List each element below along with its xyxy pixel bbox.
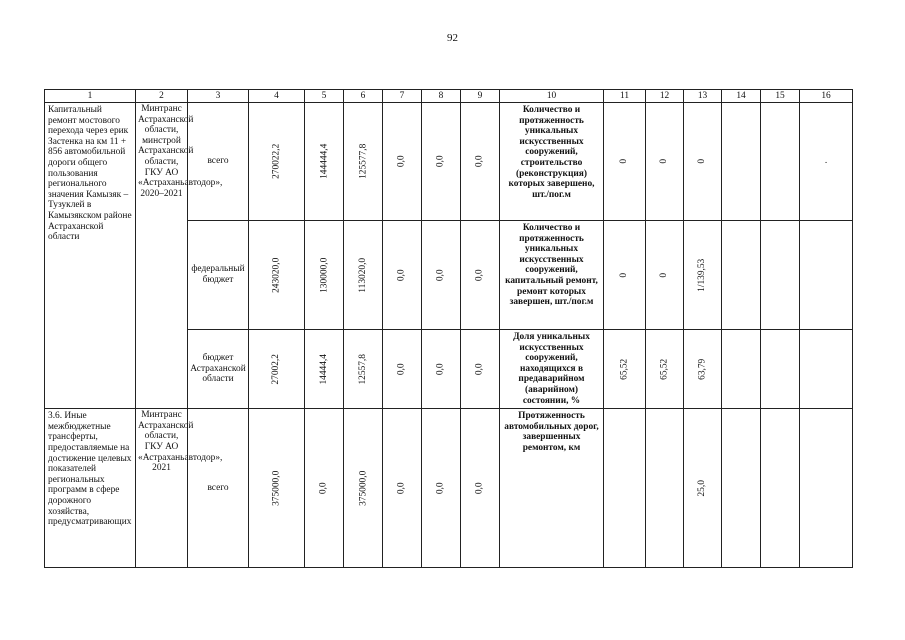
value-cell	[422, 103, 461, 221]
value-text: 0,0	[474, 363, 485, 375]
value-cell	[422, 409, 461, 568]
value-text: 0	[697, 159, 708, 164]
value-text: 65,52	[619, 358, 630, 380]
funding-source: всего	[188, 103, 249, 221]
value-cell	[761, 103, 800, 221]
value-cell	[800, 330, 853, 409]
value-text: 12557,8	[357, 353, 368, 385]
value-text: 65,52	[659, 358, 670, 380]
header-cell: 13	[684, 90, 722, 103]
value-text: 27002,2	[271, 353, 282, 385]
value-cell	[646, 330, 684, 409]
value-text: 0,0	[474, 155, 485, 168]
measure-name: 3.6. Иные межбюджетные трансферты, предоставляемые на достижение целевых показателей региональных программ в сфере дорожного хозяйства, предусматривающих	[45, 409, 136, 568]
value-text: 0,0	[474, 269, 485, 281]
value-cell	[684, 103, 722, 221]
value-cell	[604, 221, 646, 330]
header-cell: 14	[722, 90, 761, 103]
value-cell	[344, 409, 383, 568]
value-text: 25,0	[697, 479, 708, 497]
header-cell: 4	[249, 90, 305, 103]
value-cell	[761, 221, 800, 330]
header-cell: 15	[761, 90, 800, 103]
executor-cell: Минтранс Астраханской области, ГКУ АО «Астраханьавтодор», 2021	[136, 409, 188, 568]
value-text: 0,0	[435, 482, 446, 495]
header-cell: 12	[646, 90, 684, 103]
funding-source: федеральный бюджет	[188, 221, 249, 330]
value-text: 0,0	[396, 269, 407, 281]
value-text: 0	[619, 159, 630, 164]
value-cell	[722, 409, 761, 568]
header-cell: 7	[383, 90, 422, 103]
value-cell	[344, 221, 383, 330]
value-text: 0	[619, 272, 630, 278]
value-cell	[800, 221, 853, 330]
value-cell	[722, 103, 761, 221]
value-text: 0,0	[396, 482, 407, 495]
value-text: 125577,8	[358, 143, 369, 180]
value-cell	[305, 221, 344, 330]
value-text: 0,0	[474, 482, 485, 495]
value-cell	[305, 330, 344, 409]
value-cell	[383, 409, 422, 568]
header-cell: 5	[305, 90, 344, 103]
value-cell	[344, 330, 383, 409]
header-cell: 16	[800, 90, 853, 103]
value-cell	[461, 103, 500, 221]
value-text: 144444,4	[319, 143, 330, 180]
value-text: 0,0	[396, 155, 407, 168]
value-text: 0,0	[435, 155, 446, 168]
value-cell	[722, 221, 761, 330]
indicator-cell: Количество и протяженность уникальных искусственных сооружений, строительство (реконструкция) которых завершено, шт./пог.м	[500, 103, 604, 221]
funding-source: всего	[188, 409, 249, 568]
value-cell	[305, 103, 344, 221]
value-cell	[249, 221, 305, 330]
value-cell	[461, 330, 500, 409]
value-cell	[646, 221, 684, 330]
header-cell: 10	[500, 90, 604, 103]
value-text: 0	[659, 272, 670, 278]
value-cell	[684, 330, 722, 409]
value-cell	[646, 409, 684, 568]
value-text: 0,0	[396, 363, 407, 375]
value-cell	[344, 103, 383, 221]
value-cell	[604, 330, 646, 409]
value-cell	[249, 103, 305, 221]
value-cell	[684, 221, 722, 330]
header-cell: 9	[461, 90, 500, 103]
measure-name: Капитальный ремонт мостового перехода через ерик Застенка на км 11 + 856 автомобильной дороги общего пользования регионального значения Камызяк – Тузуклей в Камызякском районе Астраханской области	[45, 103, 136, 409]
value-cell	[684, 409, 722, 568]
value-text: 0,0	[435, 269, 446, 281]
value-text: 14444,4	[318, 353, 329, 385]
value-text: 130000,0	[319, 257, 330, 293]
value-cell	[305, 409, 344, 568]
table-row	[45, 103, 853, 221]
value-cell	[383, 330, 422, 409]
value-text: 375000,0	[358, 470, 369, 506]
header-cell: 8	[422, 90, 461, 103]
executor-cell: Минтранс Астраханской области, минстрой Астраханской области, ГКУ АО «Астраханьавтодор», 2020–2021	[136, 103, 188, 409]
value-cell	[249, 409, 305, 568]
value-text: 270022,2	[271, 143, 282, 180]
header-cell: 1	[45, 90, 136, 103]
header-row	[45, 90, 853, 103]
indicator-cell: Количество и протяженность уникальных искусственных сооружений, капитальный ремонт, ремонт которых завершен, шт./пог.м	[500, 221, 604, 330]
indicator-cell: Протяженность автомобильных дорог, завершенных ремонтом, км	[500, 409, 604, 568]
header-cell: 2	[136, 90, 188, 103]
table-row	[45, 409, 853, 568]
value-cell	[422, 330, 461, 409]
header-cell: 3	[188, 90, 249, 103]
page-number: 92	[447, 32, 458, 44]
value-text: 63,79	[697, 358, 708, 380]
funding-source: бюджет Астраханской области	[188, 330, 249, 409]
header-cell: 11	[604, 90, 646, 103]
value-text: 0,0	[435, 363, 446, 375]
indicator-cell: Доля уникальных искусственных сооружений, находящихся в предаварийном (аварийном) состоянии, %	[500, 330, 604, 409]
value-cell	[761, 330, 800, 409]
value-cell: .	[800, 103, 853, 221]
budget-table	[44, 89, 853, 568]
value-cell	[604, 103, 646, 221]
value-text: 375000,0	[271, 470, 282, 506]
value-text: 0,0	[318, 482, 329, 495]
value-cell	[383, 221, 422, 330]
value-cell	[604, 409, 646, 568]
value-cell	[422, 221, 461, 330]
value-text: 1/139,53	[697, 258, 708, 292]
header-cell: 6	[344, 90, 383, 103]
value-cell	[461, 221, 500, 330]
value-cell	[461, 409, 500, 568]
value-text: 113020,0	[358, 257, 369, 293]
value-cell	[722, 330, 761, 409]
value-cell	[800, 409, 853, 568]
value-cell	[249, 330, 305, 409]
value-cell	[646, 103, 684, 221]
value-text: 0	[659, 159, 670, 164]
value-text: 243020,0	[271, 257, 282, 293]
value-cell	[383, 103, 422, 221]
value-cell	[761, 409, 800, 568]
